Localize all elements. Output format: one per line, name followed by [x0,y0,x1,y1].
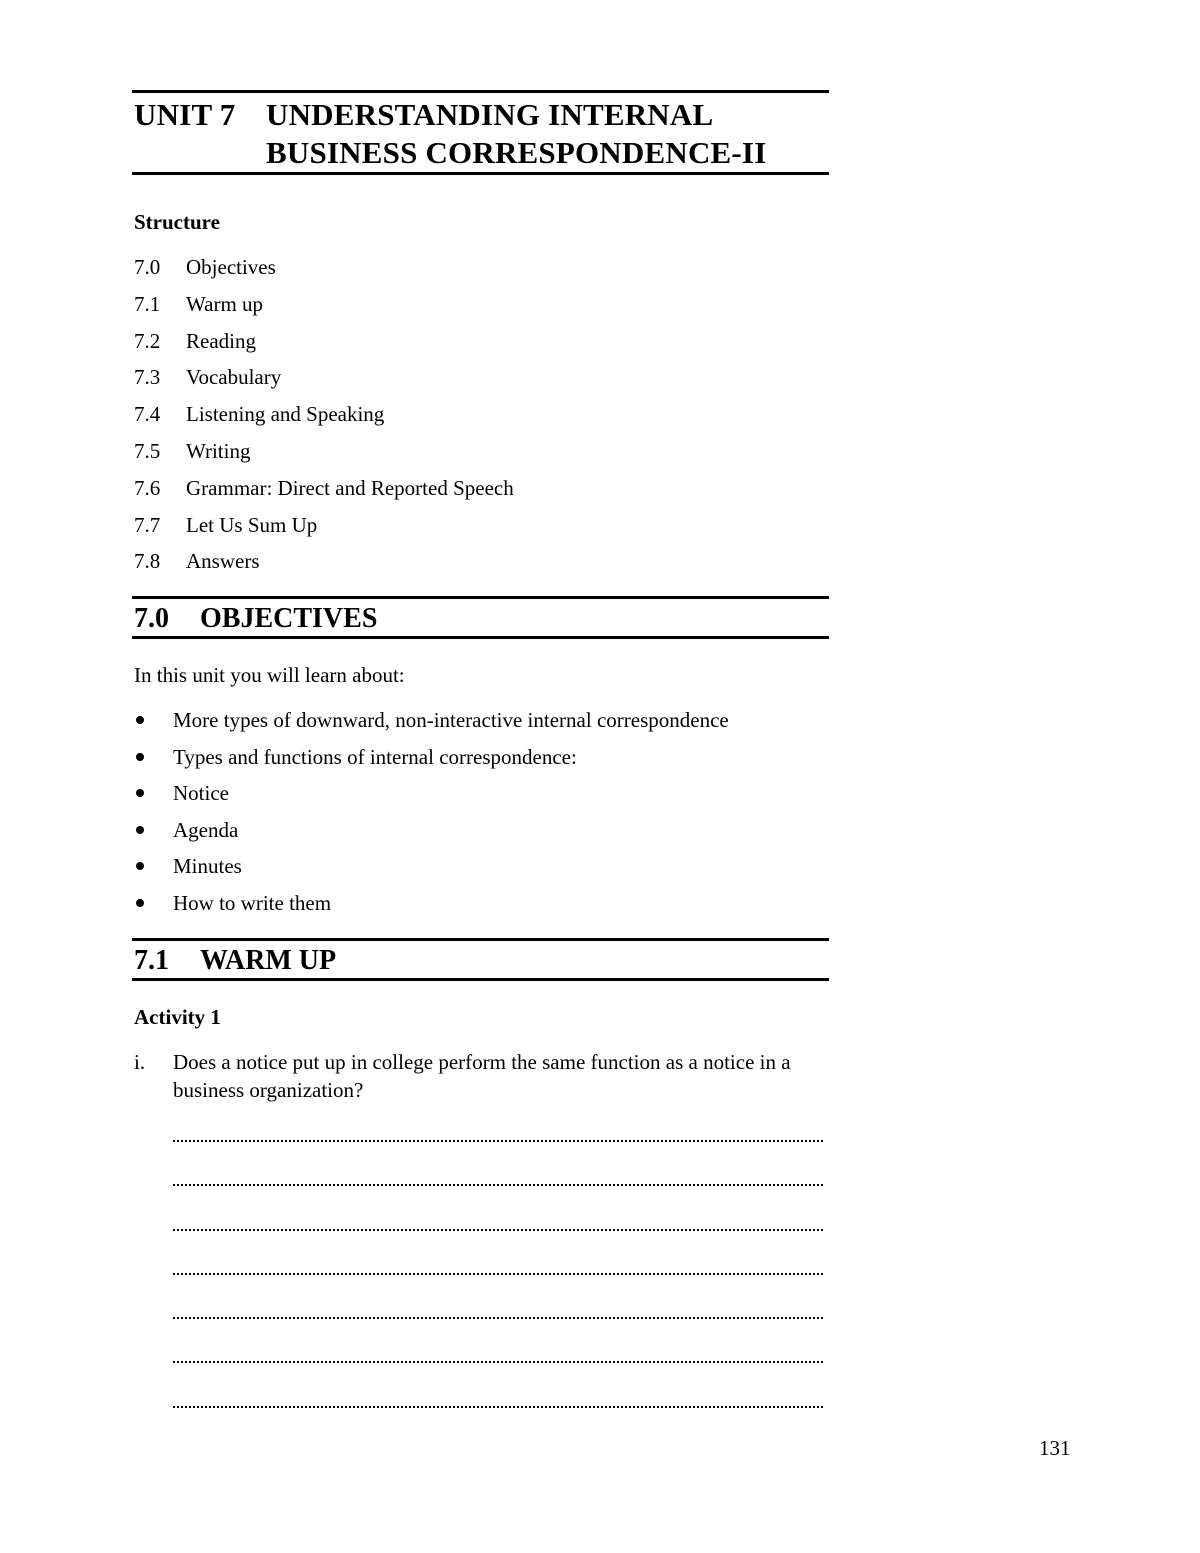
structure-item-label: Objectives [186,255,276,279]
answer-line[interactable] [173,1390,823,1434]
structure-item [134,547,514,584]
bullet-text: Minutes [173,854,242,879]
structure-item [134,511,514,548]
structure-item-number: 7.3 [134,365,161,390]
unit-number: UNIT 7 [134,97,236,132]
answer-lines [173,1124,823,1434]
objectives-bottom-rule [132,636,829,639]
bullet-icon [136,789,144,797]
objectives-title: OBJECTIVES [200,603,378,634]
bullet-icon [136,753,144,761]
bullet-item [134,779,729,816]
bullet-item [134,816,729,853]
structure-item [134,327,514,364]
bullet-item [134,852,729,889]
title-top-rule [132,90,829,93]
bullet-icon [136,716,144,724]
answer-line[interactable] [173,1345,823,1389]
bullet-item [134,706,729,743]
objectives-intro: In this unit you will learn about: [134,663,405,687]
structure-item-label: Answers [186,549,260,574]
answer-line[interactable] [173,1257,823,1301]
question-text: Does a notice put up in college perform the same function as a notice in a business organization? [173,1050,791,1102]
structure-item-number: 7.8 [134,549,161,574]
objectives-heading [134,602,377,636]
activity-heading: Activity 1 [134,1005,221,1029]
bullet-text: How to write them [173,890,332,915]
question-number: i. [134,1050,146,1074]
answer-line[interactable] [173,1168,823,1212]
bullet-item [134,889,729,926]
warmup-heading [134,944,336,978]
structure-item-number: 7.6 [134,475,161,500]
structure-item-label: Writing [186,438,251,463]
structure-item-number: 7.7 [134,512,161,537]
answer-line[interactable] [173,1213,823,1257]
page-number: 131 [1039,1436,1071,1460]
structure-item [134,437,514,474]
bullet-text: Types and functions of internal correspondence: [173,744,577,769]
structure-item-label: Let Us Sum Up [186,512,318,537]
structure-item-number: 7.2 [134,328,161,353]
structure-item [134,400,514,437]
answer-line[interactable] [173,1124,823,1168]
objectives-bullet-list [134,706,729,926]
structure-item-number: 7.0 [134,255,161,279]
warmup-number: 7.1 [134,945,169,976]
bullet-icon [136,826,144,834]
bullet-text: More types of downward, non-interactive internal correspondence [173,708,729,732]
bullet-text: Notice [173,781,229,806]
structure-item-label: Warm up [186,291,264,316]
structure-heading: Structure [134,210,220,234]
bullet-icon [136,862,144,870]
structure-item-number: 7.4 [134,402,161,427]
structure-item [134,290,514,327]
warmup-title: WARM UP [200,945,337,976]
bullet-icon [136,899,144,907]
title-bottom-rule [132,172,829,175]
unit-title-line-2: BUSINESS CORRESPONDENCE-II [266,135,767,170]
structure-item-label: Vocabulary [186,365,282,390]
structure-item [134,253,514,290]
structure-item-label: Listening and Speaking [186,402,385,427]
bullet-text: Agenda [173,817,239,842]
structure-item [134,363,514,400]
warmup-bottom-rule [132,978,829,981]
structure-item-number: 7.5 [134,438,161,463]
structure-item-number: 7.1 [134,291,161,316]
objectives-number: 7.0 [134,603,169,634]
structure-item-label: Grammar: Direct and Reported Speech [186,475,514,500]
structure-list [134,253,514,584]
unit-title-line-1: UNDERSTANDING INTERNAL [266,97,714,132]
structure-item-label: Reading [186,328,256,353]
warmup-top-rule [132,938,829,941]
structure-item [134,474,514,511]
answer-line[interactable] [173,1301,823,1345]
bullet-item [134,743,729,780]
objectives-top-rule [132,596,829,599]
